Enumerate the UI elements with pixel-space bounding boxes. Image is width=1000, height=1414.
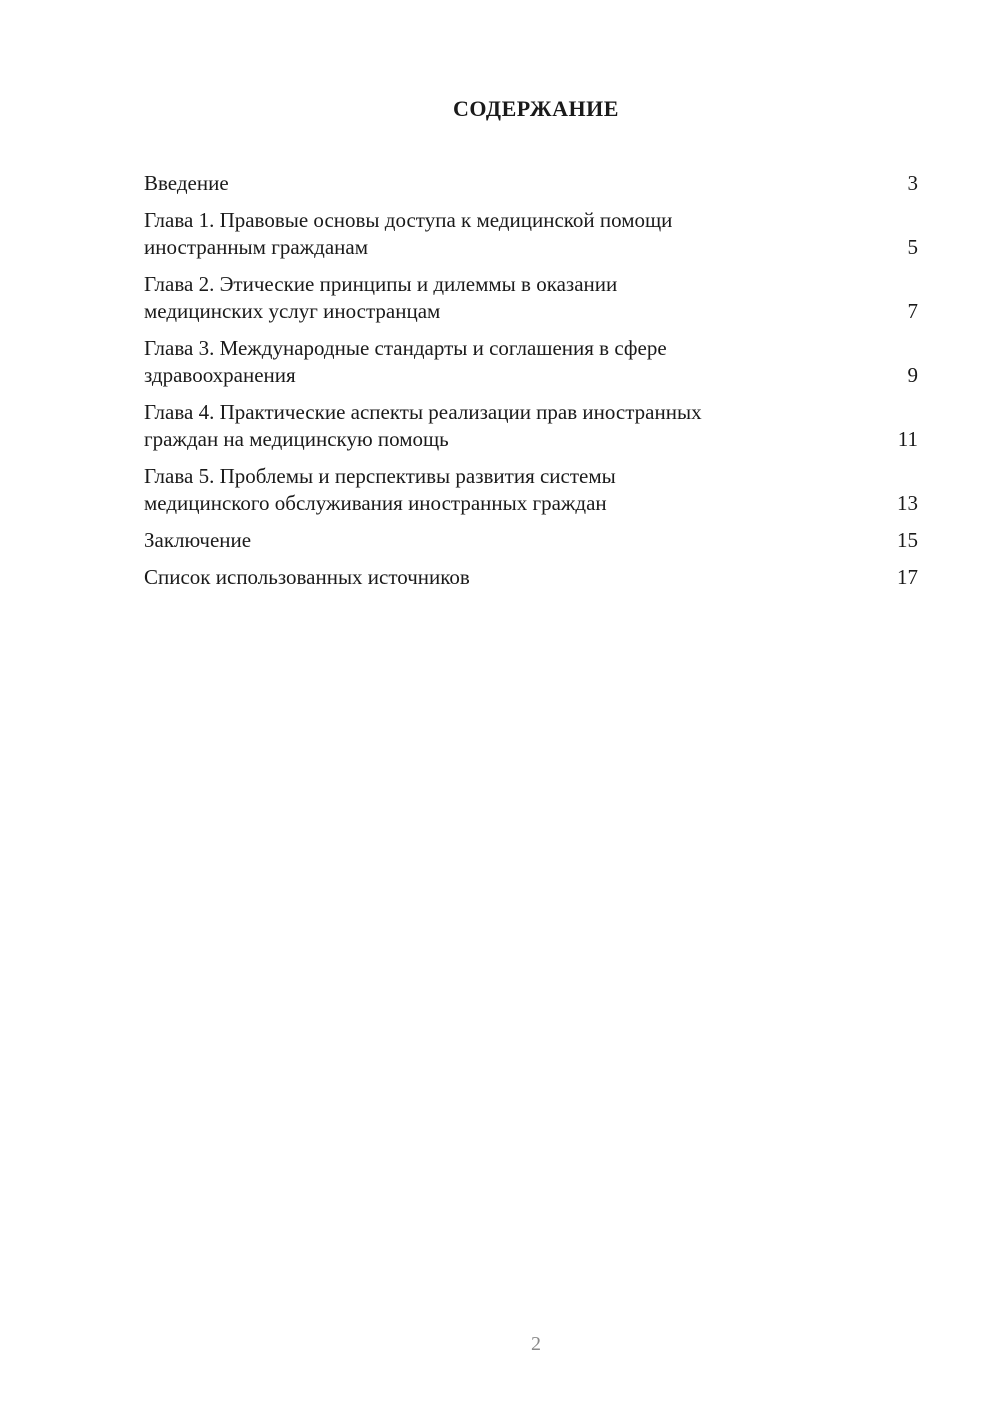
toc-entry-line: Глава 4. Практические аспекты реализации прав иностранных (144, 400, 702, 424)
table-of-contents (144, 170, 918, 601)
toc-entry-line: здравоохранения (144, 363, 296, 387)
toc-entry-page: 3 (907, 171, 918, 195)
toc-entry-page: 15 (897, 528, 918, 552)
toc-entry-page: 7 (907, 299, 918, 323)
toc-entry-page: 11 (897, 427, 918, 451)
toc-entry-text (144, 564, 824, 591)
toc-entry-text (144, 170, 824, 197)
toc-entry-page: 13 (897, 491, 918, 515)
toc-entry-line: иностранным гражданам (144, 235, 368, 259)
toc-entry-line: медицинских услуг иностранцам (144, 299, 441, 323)
toc-entry-line: граждан на медицинскую помощь (144, 427, 449, 451)
toc-entry-chapter-1 (144, 207, 918, 261)
toc-entry-chapter-5 (144, 463, 918, 517)
toc-entry-text (144, 463, 824, 517)
toc-entry-line: Список использованных источников (144, 565, 470, 589)
toc-entry-references (144, 564, 918, 591)
toc-entry-chapter-3 (144, 335, 918, 389)
toc-entry-conclusion (144, 527, 918, 554)
toc-entry-line: Заключение (144, 528, 252, 552)
toc-entry-line: Глава 3. Международные стандарты и соглашения в сфере (144, 336, 667, 360)
toc-entry-text (144, 207, 824, 261)
toc-entry-line: Глава 5. Проблемы и перспективы развития системы (144, 464, 616, 488)
toc-entry-text (144, 335, 824, 389)
toc-entry-line: медицинского обслуживания иностранных граждан (144, 491, 607, 515)
toc-entry-chapter-2 (144, 271, 918, 325)
toc-entry-page: 5 (907, 235, 918, 259)
toc-entry-line: Введение (144, 171, 229, 195)
toc-entry-text (144, 527, 824, 554)
page-title: СОДЕРЖАНИЕ (453, 96, 619, 121)
page-number: 2 (531, 1333, 541, 1355)
toc-entry-line: Глава 2. Этические принципы и дилеммы в оказании (144, 272, 618, 296)
toc-entry-chapter-4 (144, 399, 918, 453)
toc-entry-text (144, 271, 824, 325)
toc-entry-text (144, 399, 824, 453)
toc-entry-page: 17 (897, 565, 918, 589)
toc-entry-introduction (144, 170, 918, 197)
toc-entry-page: 9 (907, 363, 918, 387)
toc-entry-line: Глава 1. Правовые основы доступа к медицинской помощи (144, 208, 673, 232)
